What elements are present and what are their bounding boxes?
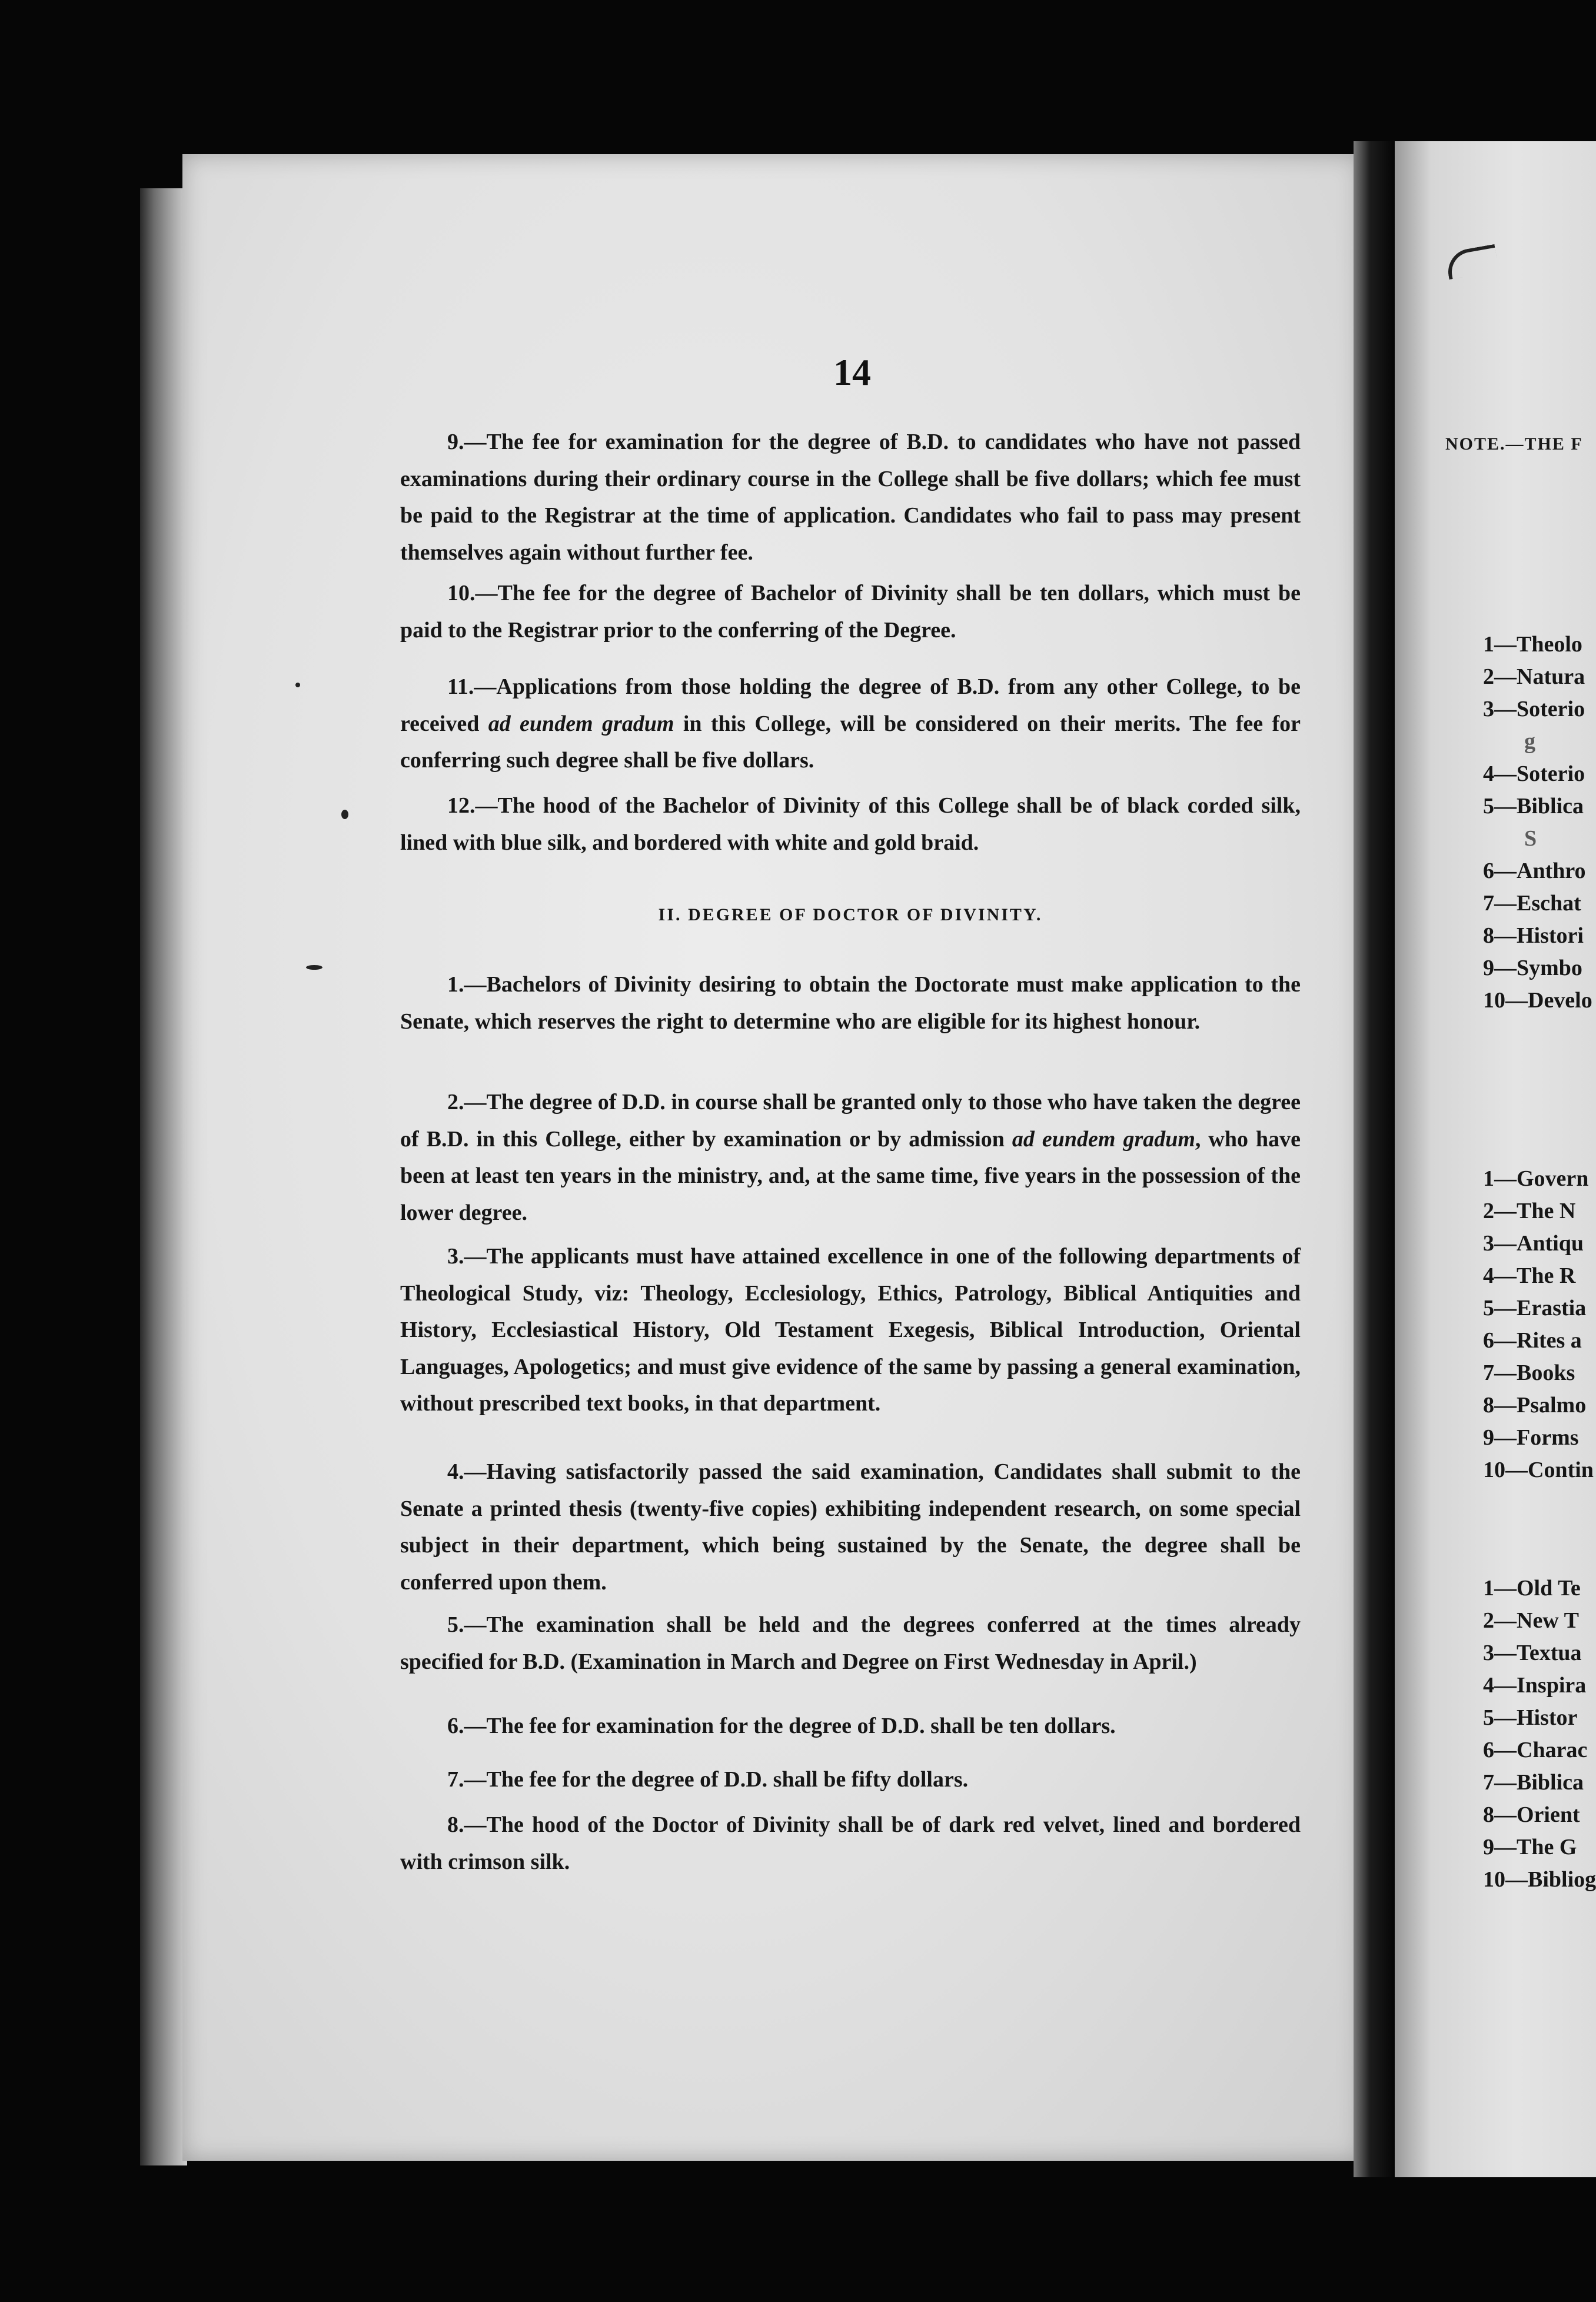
paragraph-number: 4. — [447, 1459, 464, 1484]
list-item: 4—Inspira — [1483, 1673, 1587, 1698]
paragraph-text: —The fee for the degree of D.D. shall be fifty dollars. — [464, 1767, 969, 1792]
list-item: 4—Soterio — [1483, 761, 1585, 786]
dd-paragraph-6 — [400, 1708, 1301, 1745]
paragraph-number: 10. — [447, 581, 476, 606]
list-item: 1—Theolo — [1483, 632, 1582, 657]
list-item: 2—The N — [1483, 1199, 1576, 1223]
paragraph-text: —The degree of D.D. in course shall be granted only to those who have taken the degree of B.D. in this College, either by examination or by admission — [400, 1090, 1301, 1152]
dd-paragraph-3 — [400, 1238, 1301, 1422]
paragraph-text: —The fee for the degree of Bachelor of Divinity shall be ten dollars, which must be paid to the Registrar prior to the conferring of the Degree. — [400, 581, 1301, 643]
list-item: 8—Orient — [1483, 1802, 1580, 1827]
paragraph-10 — [400, 575, 1301, 648]
dd-paragraph-7 — [400, 1761, 1301, 1798]
ink-speck — [295, 683, 300, 687]
paragraph-11 — [400, 668, 1301, 779]
dd-paragraph-8 — [400, 1807, 1301, 1880]
latin-phrase: ad eundem gradum — [488, 711, 674, 736]
list-item: 10—Develo — [1483, 988, 1592, 1013]
paragraph-text: —Having satisfactorily passed the said examination, Candidates shall submit to the Senate a printed thesis (twenty-five copies) exhibiting independent research, on some special subject in their department, which being sustained by the Senate, the degree shall be conferred upon them. — [400, 1459, 1301, 1595]
paragraph-number: 12. — [447, 793, 476, 818]
list-item: 10—Bibliog — [1483, 1867, 1596, 1892]
list-item: 8—Psalmo — [1483, 1393, 1587, 1418]
paragraph-number: 1. — [447, 972, 464, 997]
list-item: 9—Symbo — [1483, 956, 1582, 980]
list-item: 5—Histor — [1483, 1705, 1578, 1730]
paragraph-9 — [400, 424, 1301, 571]
list-item: 7—Biblica — [1483, 1770, 1584, 1795]
dd-paragraph-4 — [400, 1453, 1301, 1601]
list-item: 9—The G — [1483, 1835, 1577, 1859]
list-item: g — [1524, 729, 1535, 754]
book-page-edge — [140, 188, 187, 2165]
paragraph-number: 9. — [447, 430, 464, 454]
ink-speck — [341, 810, 348, 819]
list-item: 3—Antiqu — [1483, 1231, 1584, 1256]
list-item: 3—Textua — [1483, 1641, 1582, 1665]
list-item: 10—Contin — [1483, 1458, 1594, 1482]
right-list-3 — [1483, 1572, 1596, 1896]
latin-phrase: ad eundem gradum — [1012, 1126, 1195, 1152]
list-item: 6—Rites a — [1483, 1328, 1582, 1353]
section-heading: II. DEGREE OF DOCTOR OF DIVINITY. — [658, 905, 1043, 924]
list-item: 6—Anthro — [1483, 859, 1586, 883]
paragraph-number: 3. — [447, 1244, 464, 1269]
paragraph-12 — [400, 787, 1301, 861]
list-item: 7—Eschat — [1483, 891, 1581, 916]
list-item: 1—Govern — [1483, 1166, 1589, 1191]
paragraph-number: 8. — [447, 1812, 464, 1837]
list-item: 3—Soterio — [1483, 697, 1585, 721]
paragraph-number: 7. — [447, 1767, 464, 1792]
list-item: 9—Forms — [1483, 1425, 1579, 1450]
list-item: 5—Erastia — [1483, 1296, 1587, 1320]
dd-paragraph-5 — [400, 1606, 1301, 1680]
list-item: 1—Old Te — [1483, 1576, 1581, 1601]
paragraph-text: , who have been at least ten years in the ministry, and, at the same time, five years in the possession of the lower degree. — [400, 1126, 1301, 1225]
paragraph-text: —Bachelors of Divinity desiring to obtain the Doctorate must make application to the Senate, which reserves the right to determine who are eligible for its highest honour. — [400, 972, 1301, 1034]
list-item: 5—Biblica — [1483, 794, 1584, 819]
paragraph-text: —The applicants must have attained excellence in one of the following departments of Theological Study, viz: Theology, Ecclesiology, Ethics, Patrology, Biblical Antiquities and History, Ecclesiastical History, Old Testament Exegesis, Biblical Introduction, Oriental Languages, Apologetics; and must give evidence of the same by passing a general examination, without prescribed text books, in that department. — [400, 1244, 1301, 1416]
paragraph-text: —The fee for examination for the degree of D.D. shall be ten dollars. — [464, 1714, 1116, 1738]
page-number: 14 — [833, 351, 871, 393]
paragraph-text: —Applications from those holding the degree of B.D. from any other College, to be received — [400, 674, 1301, 736]
dd-paragraph-2 — [400, 1084, 1301, 1231]
list-item: 7—Books — [1483, 1360, 1575, 1385]
list-item: 2—New T — [1483, 1608, 1579, 1633]
book-gutter — [1354, 141, 1395, 2177]
ink-speck — [306, 965, 322, 970]
paragraph-text: —The examination shall be held and the degrees conferred at the times already specified for B.D. (Examination in March and Degree on First Wednesday in April.) — [400, 1612, 1301, 1674]
section-heading-container — [400, 905, 1301, 925]
paragraph-text: in this College, will be considered on their merits. The fee for conferring such degree shall be five dollars. — [400, 711, 1301, 773]
paragraph-number: 2. — [447, 1090, 464, 1115]
dd-paragraph-1 — [400, 966, 1301, 1040]
right-list-1 — [1483, 628, 1596, 1017]
paragraph-text: —The hood of the Doctor of Divinity shall be of dark red velvet, lined and bordered with crimson silk. — [400, 1812, 1301, 1874]
paragraph-text: —The hood of the Bachelor of Divinity of this College shall be of black corded silk, lined with blue silk, and bordered with white and gold braid. — [400, 793, 1301, 855]
right-list-2 — [1483, 1163, 1596, 1486]
list-item: 8—Histori — [1483, 923, 1584, 948]
list-item: 2—Natura — [1483, 664, 1585, 689]
paragraph-number: 5. — [447, 1612, 464, 1637]
paragraph-number: 11. — [447, 674, 474, 699]
right-page-note: NOTE.—THE F — [1445, 434, 1583, 454]
paragraph-text: —The fee for examination for the degree of B.D. to candidates who have not passed examinations during their ordinary course in the College shall be five dollars; which fee must be paid to the Registrar at the time of application. Candidates who fail to pass may present themselves again without further fee. — [400, 430, 1301, 565]
list-item: 6—Charac — [1483, 1738, 1588, 1762]
paragraph-number: 6. — [447, 1714, 464, 1738]
list-item: S — [1524, 826, 1537, 851]
list-item: 4—The R — [1483, 1263, 1576, 1288]
